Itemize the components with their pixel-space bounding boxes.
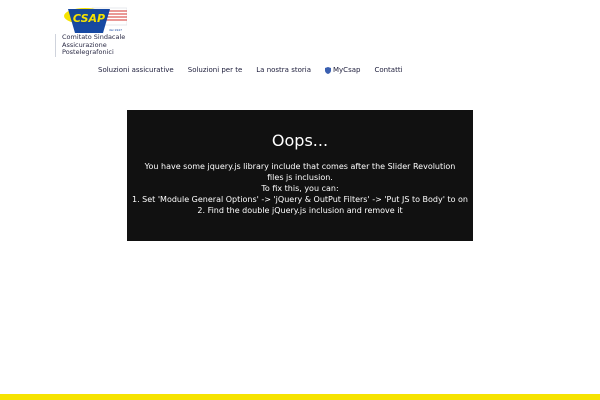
shield-icon xyxy=(325,67,331,74)
tagline-line-1: Comitato Sindacale xyxy=(62,33,126,41)
error-fix-steps xyxy=(127,194,473,216)
error-fix-step: 2. Find the double jQuery.js inclusion and remove it xyxy=(197,206,403,215)
csap-logo[interactable] xyxy=(62,6,127,36)
nav-item-label: Soluzioni per te xyxy=(187,66,243,74)
nav-item-mycsap[interactable] xyxy=(325,66,360,74)
error-fix-intro: To fix this, you can: xyxy=(261,184,339,193)
tagline-line-2: Assicurazione xyxy=(62,40,107,49)
footer-yellow-bar xyxy=(0,394,600,400)
nav-item-la-nostra-storia[interactable] xyxy=(256,66,311,74)
brand-tagline xyxy=(55,34,125,57)
nav-item-soluzioni-per-te[interactable] xyxy=(188,66,243,74)
tagline-line-3: Postelegrafonici xyxy=(62,48,114,57)
nav-item-label: MyCsap xyxy=(333,66,361,74)
nav-item-label: Contatti xyxy=(374,66,403,74)
nav-item-soluzioni-assicurative[interactable] xyxy=(98,66,174,74)
slider-error-panel xyxy=(127,110,473,241)
error-title: Oops... xyxy=(271,131,329,150)
logo-since: dal 1947 xyxy=(108,28,122,32)
error-message: You have some jquery.js library include that comes after the Slider Revolution files js inclusion. xyxy=(144,162,456,182)
main-nav xyxy=(98,66,403,74)
nav-item-label: La nostra storia xyxy=(256,66,311,74)
logo-wordmark: CSAP xyxy=(72,12,106,25)
error-fix-step: 1. Set 'Module General Options' -> 'jQuery & OutPut Filters' -> 'Put JS to Body' to on xyxy=(131,195,468,204)
nav-item-label: Soluzioni assicurative xyxy=(98,66,174,74)
error-message-block xyxy=(140,161,460,194)
nav-item-contatti[interactable] xyxy=(374,66,402,74)
